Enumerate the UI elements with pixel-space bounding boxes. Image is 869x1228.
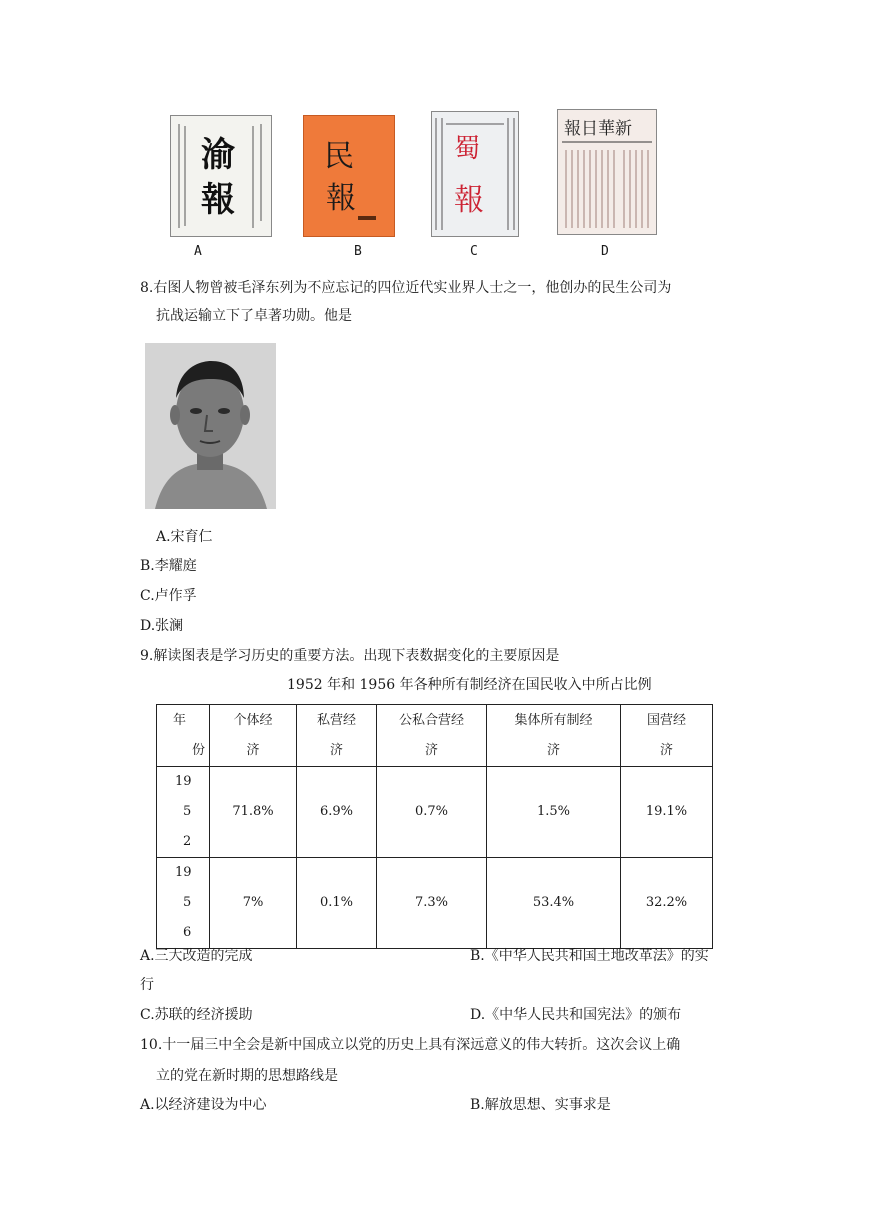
- svg-text:報: 報: [454, 183, 484, 218]
- q10-option-b: B.解放思想、实事求是: [470, 1097, 611, 1113]
- value-cell: 6.9%: [297, 767, 377, 858]
- value-cell: 0.7%: [377, 767, 487, 858]
- q9-stem: 9.解读图表是学习历史的重要方法。出现下表数据变化的主要原因是: [140, 648, 560, 664]
- svg-text:渝: 渝: [201, 135, 235, 175]
- svg-text:報: 報: [201, 180, 235, 220]
- q8-option-c: C.卢作孚: [140, 588, 197, 604]
- header-cell: 私营经 济: [297, 705, 377, 767]
- year-cell: 19 5 6: [157, 858, 210, 949]
- table-header-row: [157, 705, 713, 767]
- q9-option-b-line1: B.《中华人民共和国土地改革法》的实: [470, 948, 709, 964]
- image-label-a: A: [194, 244, 202, 259]
- newspaper-image-b: [303, 115, 395, 237]
- q8-option-a: A.宋育仁: [156, 529, 213, 545]
- svg-text:蜀: 蜀: [454, 134, 481, 164]
- q8-stem-line1: 8.右图人物曾被毛泽东列为不应忘记的四位近代实业界人士之一，他创办的民生公司为: [140, 280, 672, 296]
- image-label-c: C: [470, 244, 478, 259]
- image-label-d: D: [601, 244, 609, 259]
- svg-text:民: 民: [324, 139, 354, 174]
- value-cell: 7.3%: [377, 858, 487, 949]
- svg-text:報日華新: 報日華新: [564, 119, 632, 139]
- q9-option-c: C.苏联的经济援助: [140, 1007, 253, 1023]
- value-cell: 53.4%: [487, 858, 621, 949]
- header-cell: 年 份: [157, 705, 210, 767]
- q8-option-d: D.张澜: [140, 618, 184, 634]
- value-cell: 71.8%: [210, 767, 297, 858]
- header-cell: 个体经 济: [210, 705, 297, 767]
- header-cell: 集体所有制经 济: [487, 705, 621, 767]
- q9-option-a: A.三大改造的完成: [140, 948, 253, 964]
- value-cell: 7%: [210, 858, 297, 949]
- portrait-photo: [145, 343, 276, 509]
- q10-stem-line2: 立的党在新时期的思想路线是: [156, 1068, 338, 1084]
- svg-text:報: 報: [326, 181, 356, 216]
- newspaper-image-a: [170, 115, 272, 237]
- header-cell: 公私合营经 济: [377, 705, 487, 767]
- q8-stem-line2: 抗战运输立下了卓著功勋。他是: [156, 308, 352, 324]
- header-cell: 国营经 济: [621, 705, 713, 767]
- newspaper-image-d: [557, 109, 657, 235]
- q10-stem-line1: 10.十一届三中全会是新中国成立以党的历史上具有深远意义的伟大转折。这次会议上确: [140, 1037, 681, 1053]
- q8-option-b: B.李耀庭: [140, 558, 197, 574]
- table-row: [157, 858, 713, 949]
- table-title: 1952 年和 1956 年各种所有制经济在国民收入中所占比例: [287, 677, 652, 693]
- newspaper-image-c: [431, 111, 519, 237]
- q9-option-d: D.《中华人民共和国宪法》的颁布: [470, 1007, 682, 1023]
- year-cell: 19 5 2: [157, 767, 210, 858]
- value-cell: 0.1%: [297, 858, 377, 949]
- q9-option-b-line2: 行: [140, 977, 154, 993]
- ownership-table: [156, 704, 713, 949]
- table-row: [157, 767, 713, 858]
- q10-option-a: A.以经济建设为中心: [140, 1097, 267, 1113]
- value-cell: 19.1%: [621, 767, 713, 858]
- value-cell: 1.5%: [487, 767, 621, 858]
- value-cell: 32.2%: [621, 858, 713, 949]
- image-label-b: B: [354, 244, 362, 259]
